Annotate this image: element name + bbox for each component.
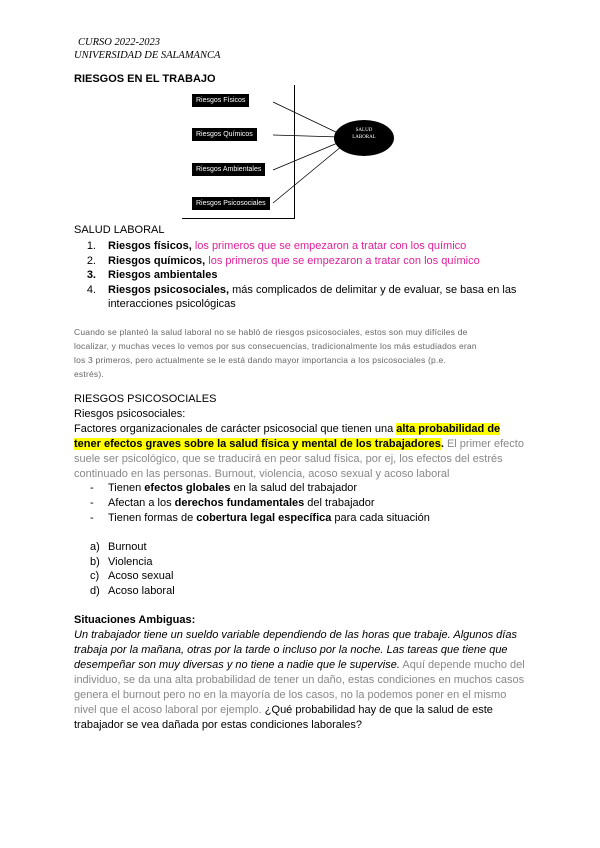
letter-item: a) Burnout — [90, 541, 147, 553]
diagram-box-ambientales: Riesgos Ambientales — [192, 163, 265, 176]
ambiguas-line6: nivel que el acoso laboral por ejemplo. ¿Qué probabilidad hay de que la salud de este — [74, 704, 493, 716]
salud-laboral-heading: SALUD LABORAL — [74, 224, 165, 236]
salud-laboral-note: Cuando se planteó la salud laboral no se habló de riesgos psicosociales, estos son muy difíciles de localizar, y muchas veces lo vemos por sus consecuencias, tradicionalmente los más estudiados eran los 3 primeros, pero actualmente se le está dando mayor importancia a los psicosociales (p.e. estrés). — [74, 327, 477, 379]
diagram-arrows — [270, 90, 420, 210]
list-item: 1. Riesgos físicos, los primeros que se empezaron a tratar con los químico — [86, 240, 467, 252]
psicosociales-def-line1: Factores organizacionales de carácter psicosocial que tienen una alta probabilidad de — [74, 423, 501, 435]
university-label: UNIVERSIDAD DE SALAMANCA — [74, 50, 221, 61]
psicosociales-heading: RIESGOS PSICOSOCIALES — [74, 393, 217, 405]
list-item: 3. Riesgos ambientales — [86, 269, 218, 281]
diagram-center: SALUD LABORAL — [352, 128, 376, 140]
ambiguas-heading: Situaciones Ambiguas: — [74, 614, 196, 626]
psicosociales-def-gray: suele ser psicológico, que se traducirá en peor salud física, por ej, los efectos del estrés continuado en las personas. Burnout, violencia, acoso sexual y acoso laboral — [74, 453, 503, 480]
ambiguas-line3: desempeñar son muy diversas y no tiene a nadie que le supervise. Aquí depende mucho del — [74, 659, 525, 671]
list-item: 2. Riesgos químicos, los primeros que se empezaron a tratar con los químico — [86, 255, 480, 267]
bullet-item: - Tienen formas de cobertura legal específica para cada situación — [90, 512, 430, 524]
diagram-box-psicosociales: Riesgos Psicosociales — [192, 197, 270, 210]
diagram-box-fisicos: Riesgos Físicos — [192, 94, 249, 107]
page-title: RIESGOS EN EL TRABAJO — [74, 73, 216, 85]
letter-item: d) Acoso laboral — [90, 585, 175, 597]
psicosociales-def-line2: tener efectos graves sobre la salud física y mental de los trabajadores. El primer efecto — [74, 438, 524, 450]
course-label: CURSO 2022-2023 — [78, 37, 160, 48]
ambiguas-gray: individuo, se da una alta probabilidad de tener un daño, estas condiciones en muchos casos genera el burnout pero no en la mayoría de los casos, no la podemos poner en el mismo — [74, 674, 525, 701]
ambiguas-italic: Un trabajador tiene un sueldo variable dependiendo de las horas que trabaje. Algunos días trabaja por la mañana, otras por la tarde o incluso por la noche. Las tareas que tiene que — [74, 629, 517, 656]
bullet-item: - Afectan a los derechos fundamentales del trabajador — [90, 497, 375, 509]
list-item: 4. Riesgos psicosociales, más complicados de delimitar y de evaluar, se basa en las — [86, 284, 517, 296]
psicosociales-sub: Riesgos psicosociales: — [74, 408, 186, 420]
list-item-continuation: interacciones psicológicas — [108, 298, 236, 310]
letter-item: c) Acoso sexual — [90, 570, 174, 582]
letter-item: b) Violencia — [90, 556, 153, 568]
bullet-item: - Tienen efectos globales en la salud del trabajador — [90, 482, 358, 494]
diagram-box-quimicos: Riesgos Químicos — [192, 128, 257, 141]
ambiguas-line7: trabajador se vea dañada por estas condiciones laborales? — [74, 719, 363, 731]
